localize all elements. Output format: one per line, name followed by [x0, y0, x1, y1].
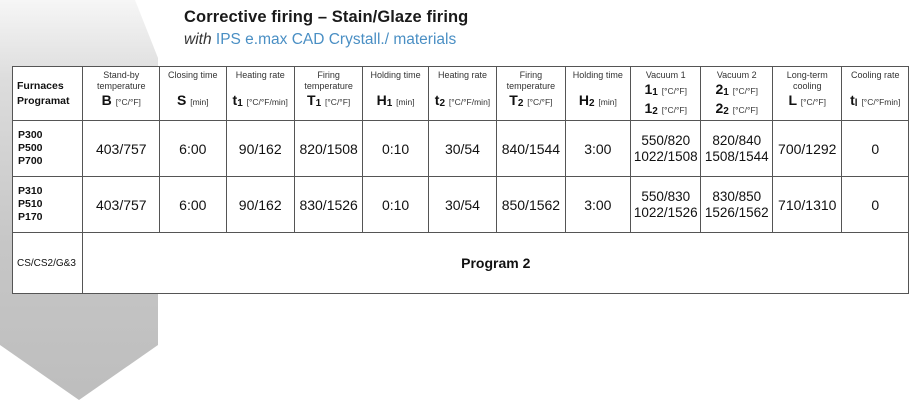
table-cell: 6:00 [160, 121, 226, 177]
column-header [428, 67, 496, 121]
furnace-model: P500 [18, 142, 43, 154]
table-header-row [13, 67, 909, 121]
column-header-symbol [773, 92, 841, 110]
program-cell: Program 2 [83, 233, 909, 294]
column-header [497, 67, 565, 121]
symbol-subscript: 2 [588, 98, 595, 109]
symbol-subscript: 1 [386, 98, 393, 109]
column-header-unit: [°C/°F] [800, 97, 826, 107]
column-header-symbol [363, 92, 427, 111]
symbol-letter: L [788, 92, 797, 108]
table-cell: 0:10 [363, 177, 428, 233]
column-header [160, 67, 226, 121]
vacuum-value: 1022/1526 [633, 204, 698, 220]
symbol-letter: 2 [715, 81, 724, 97]
column-header-symbol [842, 92, 908, 111]
column-header-unit: [°C/°F] [325, 97, 351, 107]
column-header-symbol [429, 92, 496, 111]
column-header-label: Firing temperature [304, 70, 353, 91]
column-header-label: Heating rate [437, 70, 487, 80]
vacuum-value: 1508/1544 [704, 148, 769, 164]
furnace-models-cell [13, 121, 83, 177]
column-header-label: Heating rate [235, 70, 285, 80]
table-cell: 840/1544 [497, 121, 565, 177]
column-header-symbol [295, 92, 362, 111]
column-header-label: Vacuum 1 [645, 70, 686, 80]
column-header [363, 67, 428, 121]
furnace-models-cell [13, 177, 83, 233]
furnace-model: P300 [18, 129, 43, 141]
symbol-subscript: 1 [237, 98, 243, 109]
column-header-symbol [83, 92, 159, 110]
table-cell: 6:00 [160, 177, 226, 233]
vacuum-value: 550/820 [641, 132, 691, 148]
column-header-label: Firing temperature [506, 70, 556, 91]
column-header-unit: [°C/°Fmin] [861, 97, 901, 107]
column-header-symbol [227, 92, 294, 111]
table-cell: 0 [842, 121, 909, 177]
column-header-label: Closing time [168, 70, 218, 80]
symbol-letter: B [101, 92, 112, 108]
column-header [226, 67, 294, 121]
symbol-subscript: 1 [652, 87, 658, 98]
vacuum-value: 1526/1562 [704, 204, 769, 220]
column-header [631, 67, 701, 121]
column-header-symbol-2 [701, 100, 772, 119]
column-header-unit: [°C/°F] [661, 105, 687, 115]
symbol-letter: 2 [715, 100, 724, 116]
column-header [773, 67, 842, 121]
furnace-model: P170 [18, 211, 43, 223]
table-cell: 90/162 [226, 177, 294, 233]
vacuum-value: 550/830 [641, 188, 691, 204]
table-cell: 3:00 [565, 121, 630, 177]
furnaces-header-cell [13, 67, 83, 121]
column-header [842, 67, 909, 121]
column-header-label: Holding time [370, 70, 421, 80]
column-header-unit: [°C/°F] [732, 86, 758, 96]
furnace-model: P310 [18, 185, 43, 197]
symbol-letter: S [176, 92, 187, 108]
table-cell: 0:10 [363, 121, 428, 177]
column-header-label: Cooling rate [850, 70, 900, 80]
table-cell: 30/54 [428, 121, 496, 177]
firing-parameters-table [12, 66, 909, 294]
subtitle-accent: IPS e.max CAD Crystall./ [215, 31, 390, 48]
table-cell: 830/1526 [294, 177, 362, 233]
subtitle-prefix: with [184, 31, 212, 48]
column-header-symbol [160, 92, 225, 110]
symbol-letter: t [232, 92, 238, 108]
column-header-label: Vacuum 2 [716, 70, 757, 80]
symbol-subscript: 2 [723, 106, 729, 117]
symbol-letter: H [578, 92, 589, 108]
column-header [294, 67, 362, 121]
table-cell: 850/1562 [497, 177, 565, 233]
symbol-letter: T [509, 92, 518, 108]
column-header-unit: [°C/°F/min] [246, 97, 288, 107]
symbol-letter: t [434, 92, 440, 108]
symbol-letter: 1 [644, 100, 653, 116]
vacuum-value: 820/840 [712, 132, 762, 148]
column-header-symbol-2 [631, 100, 700, 119]
table-cell: 403/757 [83, 121, 160, 177]
column-header-unit: [°C/°F] [732, 105, 758, 115]
symbol-subscript: 1 [723, 87, 729, 98]
table-row [13, 177, 909, 233]
furnace-model: P510 [18, 198, 43, 210]
subtitle-suffix: materials [393, 31, 457, 48]
table-cell-vacuum [701, 121, 773, 177]
column-header-label: Long-term cooling [786, 70, 828, 91]
table-cell: 820/1508 [294, 121, 362, 177]
column-header-unit: [min] [190, 97, 209, 107]
column-header-symbol [566, 92, 630, 111]
column-header-unit: [°C/°F] [527, 97, 553, 107]
table-cell: 90/162 [226, 121, 294, 177]
column-header-unit: [°C/°F/min] [448, 97, 491, 107]
table-cell: 403/757 [83, 177, 160, 233]
table-cell-vacuum [701, 177, 773, 233]
table-cell: 710/1310 [773, 177, 842, 233]
vacuum-value: 1022/1508 [633, 148, 698, 164]
symbol-letter: T [307, 92, 316, 108]
symbol-letter: 1 [644, 81, 653, 97]
column-header-symbol [701, 81, 772, 100]
column-header-unit: [°C/°F] [661, 86, 687, 96]
column-header-symbol [497, 92, 564, 111]
table-cell: 700/1292 [773, 121, 842, 177]
table-cell: 3:00 [565, 177, 630, 233]
column-header-unit: [°C/°F] [115, 97, 141, 107]
column-header [565, 67, 630, 121]
vacuum-value: 830/850 [712, 188, 762, 204]
furnaces-header-line2: Programat [17, 94, 70, 107]
table-cell-vacuum [631, 121, 701, 177]
page-subtitle [184, 31, 468, 49]
cs-furnace-label: CS/CS2/G&3 [13, 233, 83, 294]
column-header-label: Holding time [572, 70, 623, 80]
table-cell: 0 [842, 177, 909, 233]
symbol-letter: t [850, 92, 855, 108]
column-header-symbol [631, 81, 700, 100]
column-header-unit: [min] [396, 97, 415, 107]
symbol-subscript: l [854, 98, 858, 109]
page-title: Corrective firing – Stain/Glaze firing [184, 8, 469, 26]
symbol-subscript: 1 [315, 98, 322, 109]
column-header-unit: [min] [598, 97, 617, 107]
column-header [701, 67, 773, 121]
symbol-subscript: 2 [517, 98, 524, 109]
program-row [13, 233, 909, 294]
table-cell-vacuum [631, 177, 701, 233]
symbol-subscript: 2 [652, 106, 658, 117]
table-row [13, 121, 909, 177]
column-header-label: Stand-by temperature [97, 70, 146, 91]
furnaces-header-line1: Furnaces [17, 79, 64, 92]
furnace-model: P700 [18, 155, 43, 167]
symbol-letter: H [376, 92, 387, 108]
column-header [83, 67, 160, 121]
title-block [184, 8, 468, 49]
table-cell: 30/54 [428, 177, 496, 233]
symbol-subscript: 2 [439, 98, 445, 109]
